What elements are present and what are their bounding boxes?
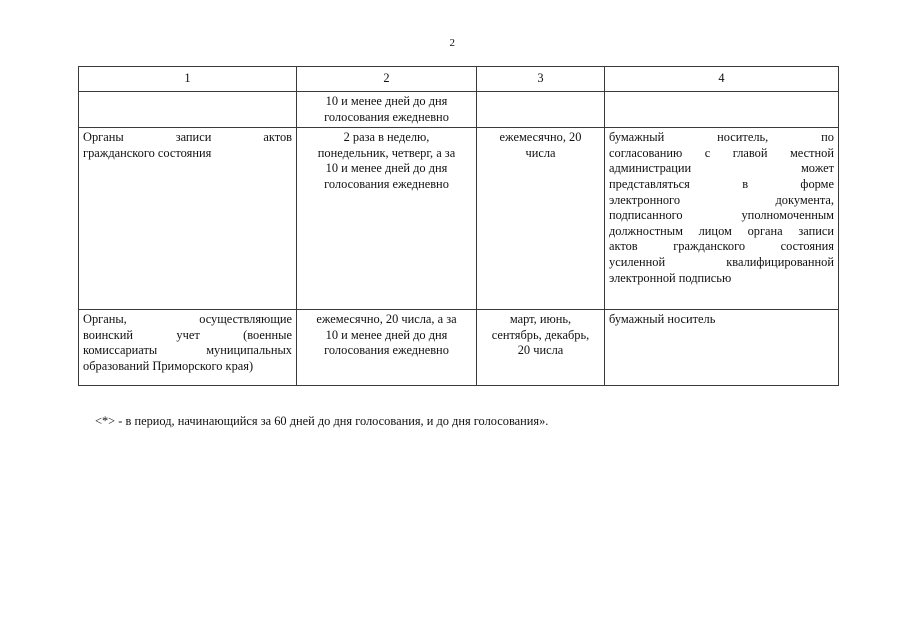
cell-line: воинский учет (военные xyxy=(83,327,292,342)
cell-line: администрации может xyxy=(609,161,834,176)
table-row xyxy=(79,128,839,310)
cell-line: 2 раза в неделю, xyxy=(343,130,430,145)
cell-line: образований Приморского края) xyxy=(83,358,254,373)
cell-line: усиленной квалифицированной xyxy=(609,254,834,269)
cell-line: голосования ежедневно xyxy=(324,343,449,358)
table-header-row xyxy=(79,67,839,92)
table-cell xyxy=(477,310,605,386)
cell-line: числа xyxy=(525,145,556,160)
cell-line: 10 и менее дней до дня xyxy=(325,94,448,108)
footnote: <*> - в период, начинающийся за 60 дней до дня голосования, и до дня голосования». xyxy=(95,414,549,428)
cell-line: ежемесячно, 20 xyxy=(499,130,582,145)
cell-line: комиссариаты муниципальных xyxy=(83,343,292,358)
cell-line: представляться в форме xyxy=(609,176,834,191)
header-cell: 2 xyxy=(297,67,477,92)
cell-line: Органы записи актов xyxy=(83,130,292,145)
cell-line: электронной подписью xyxy=(609,270,732,285)
table-cell xyxy=(79,92,297,128)
table-row xyxy=(79,310,839,386)
table-cell xyxy=(605,128,839,310)
cell-line: сентябрь, декабрь, xyxy=(491,327,590,342)
cell-line: голосования ежедневно xyxy=(324,176,449,191)
cell-line: электронного документа, xyxy=(609,192,834,207)
cell-line: Органы, осуществляющие xyxy=(83,312,292,327)
table-cell xyxy=(297,128,477,310)
cell-line: 10 и менее дней до дня xyxy=(325,161,448,176)
header-cell: 4 xyxy=(605,67,839,92)
cell-line: актов гражданского состояния xyxy=(609,239,834,254)
header-cell: 3 xyxy=(477,67,605,92)
cell-line: бумажный носитель xyxy=(609,312,716,327)
cell-line: март, июнь, xyxy=(509,312,572,327)
cell-line: согласованию с главой местной xyxy=(609,145,834,160)
table-cell xyxy=(79,128,297,310)
table-cell xyxy=(79,310,297,386)
table-cell xyxy=(605,92,839,128)
table-cell xyxy=(297,310,477,386)
table-cell xyxy=(297,92,477,128)
cell-line: гражданского состояния xyxy=(83,145,212,160)
cell-line: 10 и менее дней до дня xyxy=(325,327,448,342)
table-cell xyxy=(477,128,605,310)
page-number: 2 xyxy=(449,37,456,49)
cell-line: ежемесячно, 20 числа, а за xyxy=(316,312,457,327)
cell-line: должностным лицом органа записи xyxy=(609,223,834,238)
cell-line: голосования ежедневно xyxy=(324,109,449,124)
header-cell: 1 xyxy=(79,67,297,92)
table-row xyxy=(79,92,839,128)
cell-line: подписанного уполномоченным xyxy=(609,208,834,223)
table-cell xyxy=(477,92,605,128)
cell-line: понедельник, четверг, а за xyxy=(317,145,456,160)
cell-line: 20 числа xyxy=(517,343,564,358)
cell-line: бумажный носитель, по xyxy=(609,130,834,145)
data-table xyxy=(78,66,839,386)
table-cell xyxy=(605,310,839,386)
